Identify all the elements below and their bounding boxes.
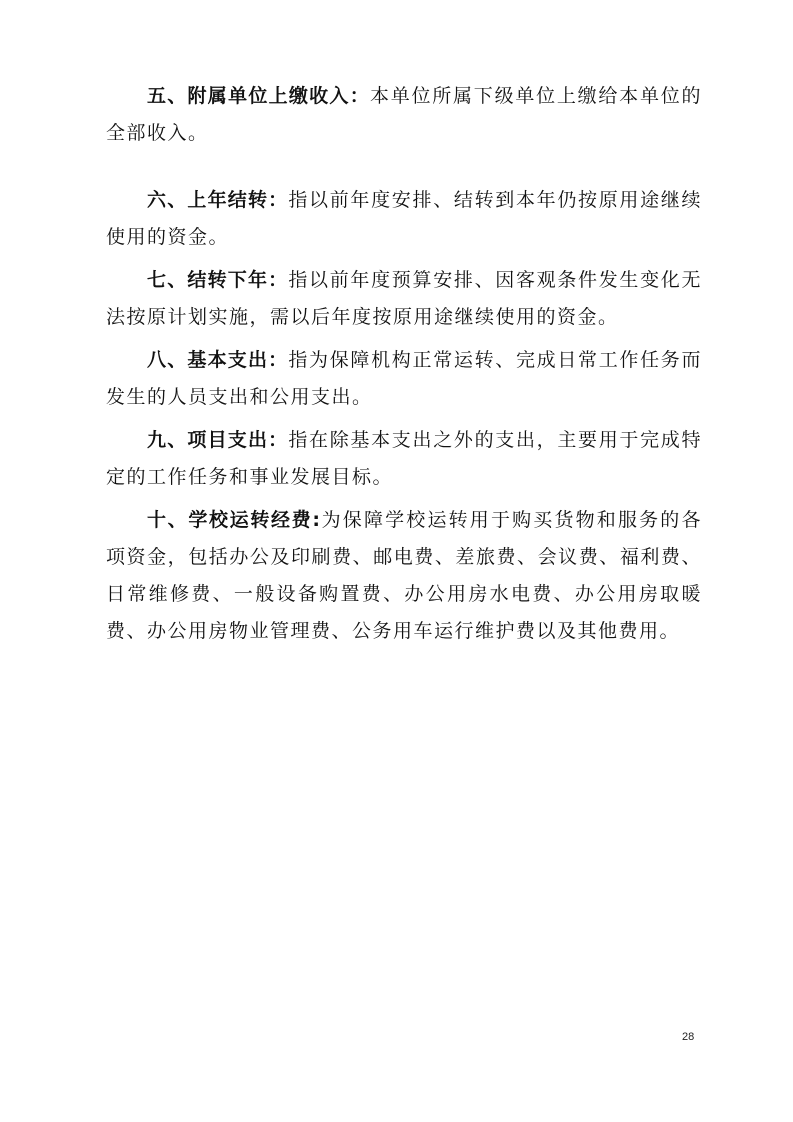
paragraph-affiliated-income	[106, 78, 702, 152]
paragraph-term: 八、基本支出	[147, 349, 269, 371]
paragraph-prior-year-carryover	[106, 182, 702, 256]
paragraph-school-operating-funds	[106, 502, 702, 650]
paragraph-text: 指在除基本支出之外的支出，主要用于完成特定的工作任务和事业发展目标。	[106, 429, 702, 488]
term-separator: ：	[268, 349, 289, 371]
paragraph-term: 六、上年结转	[147, 189, 269, 211]
page-number: 28	[682, 1031, 695, 1043]
document-body	[106, 78, 702, 650]
paragraph-term: 七、结转下年	[147, 269, 269, 291]
term-separator: ：	[349, 85, 370, 107]
paragraph-project-expenditure	[106, 422, 702, 496]
term-separator: :	[312, 509, 321, 531]
paragraph-basic-expenditure	[106, 342, 702, 416]
term-separator: ：	[268, 189, 289, 211]
term-separator: ：	[268, 269, 289, 291]
paragraph-next-year-carryover	[106, 262, 702, 336]
paragraph-text: 为保障学校运转用于购买货物和服务的各项资金，包括办公及印刷费、邮电费、差旅费、会议费、福利费、日常维修费、一般设备购置费、办公用房水电费、办公用房取暖费、办公用房物业管理费、公务用车运行维护费以及其他费用。	[106, 509, 702, 642]
term-separator: ：	[268, 429, 289, 451]
paragraph-text: 指以前年度预算安排、因客观条件发生变化无法按原计划实施，需以后年度按原用途继续使用的资金。	[106, 269, 702, 328]
paragraph-term: 九、项目支出	[147, 429, 269, 451]
paragraph-term: 五、附属单位上缴收入	[147, 85, 350, 107]
paragraph-term: 十、学校运转经费	[147, 509, 313, 531]
paragraph-text: 指为保障机构正常运转、完成日常工作任务而发生的人员支出和公用支出。	[106, 349, 702, 408]
paragraph-text: 本单位所属下级单位上缴给本单位的全部收入。	[106, 85, 702, 144]
paragraph-text: 指以前年度安排、结转到本年仍按原用途继续使用的资金。	[106, 189, 702, 248]
